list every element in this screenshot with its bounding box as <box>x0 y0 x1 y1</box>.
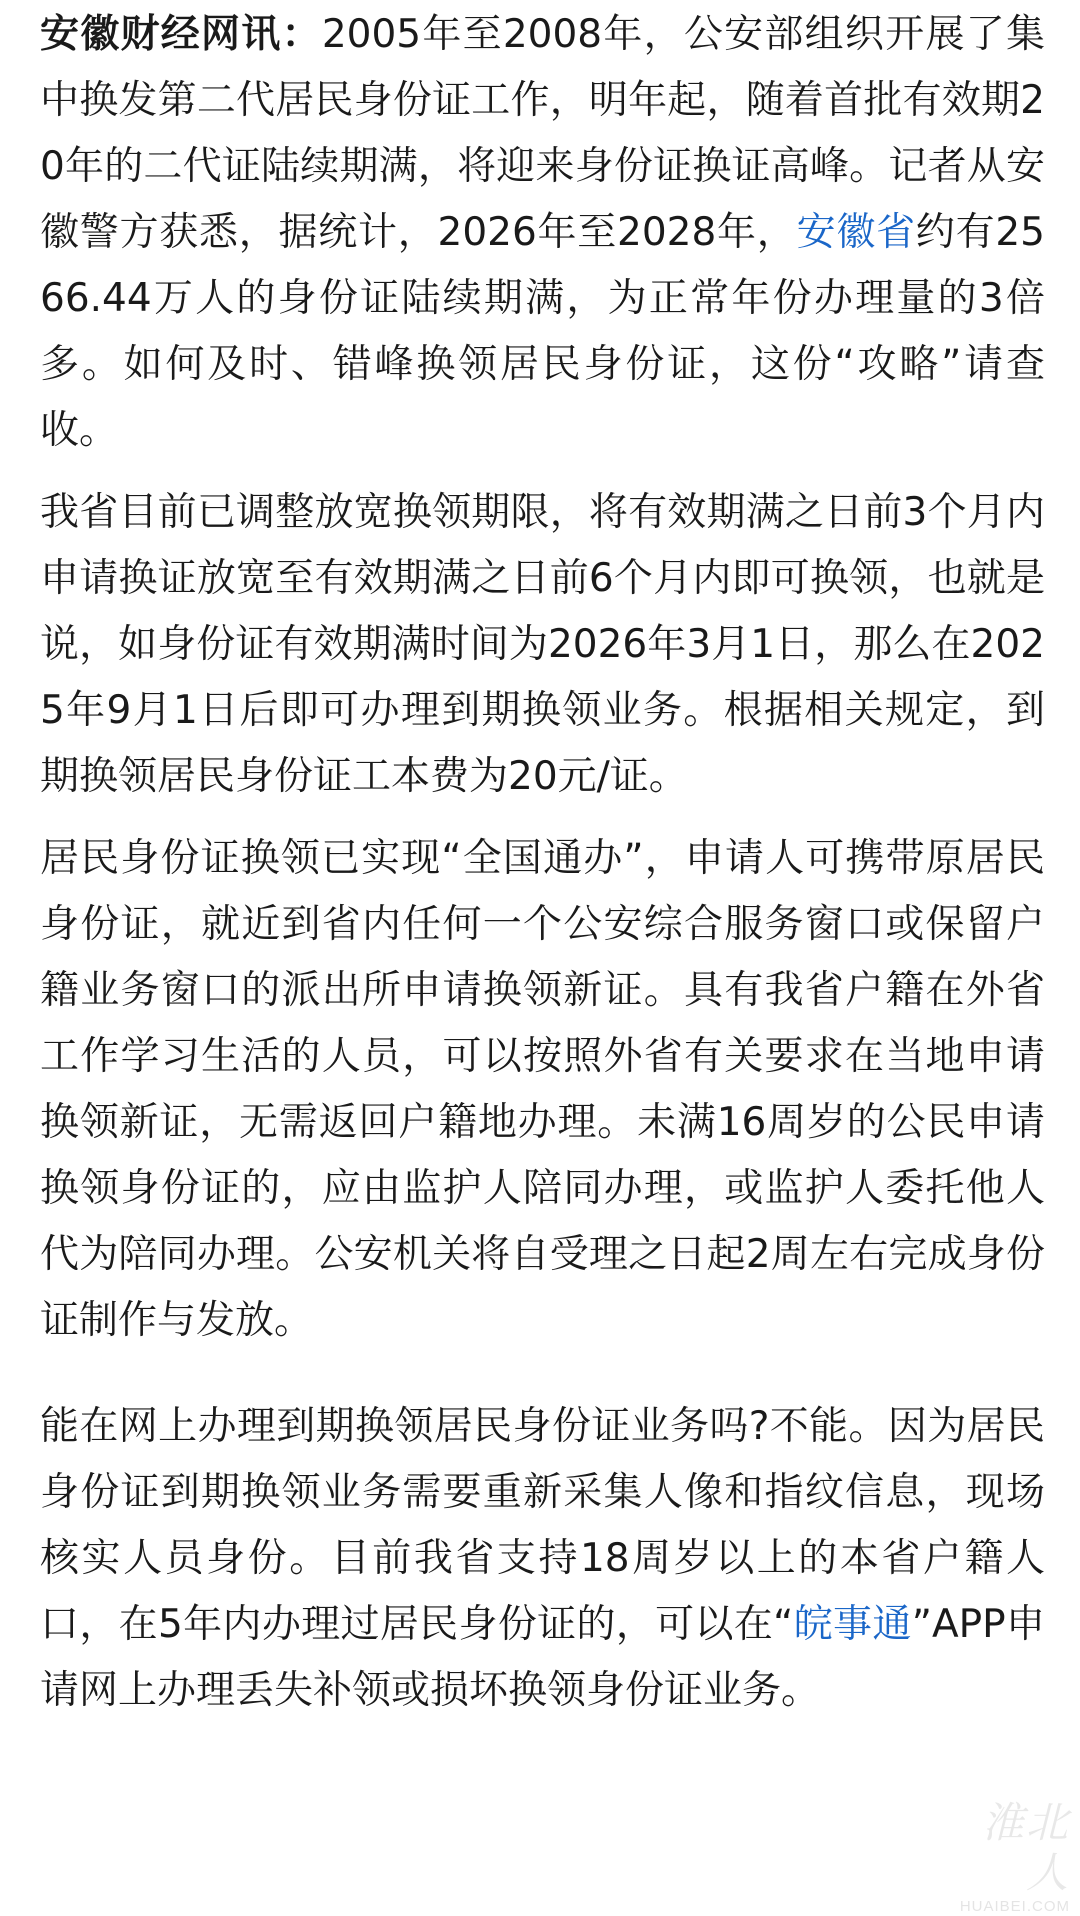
paragraph-1-text-b: 约有2566.44万人的身份证陆续期满，为正常年份办理量的3倍多。如何及时、错峰换领居民身份证，这份“攻略”请查收。 <box>40 210 1045 453</box>
paragraph-3: 居民身份证换领已实现“全国通办”，申请人可携带原居民身份证，就近到省内任何一个公安综合服务窗口或保留户籍业务窗口的派出所申请换领新证。具有我省户籍在外省工作学习生活的人员，可以按照外省有关要求在当地申请换领新证，无需返回户籍地办理。未满16周岁的公民申请换领身份证的，应由监护人陪同办理，或监护人委托他人代为陪同办理。公安机关将自受理之日起2周左右完成身份证制作与发放。 <box>40 836 1045 1343</box>
paragraph-1 <box>40 2 1045 464</box>
paragraph-2: 我省目前已调整放宽换领期限，将有效期满之日前3个月内申请换证放宽至有效期满之日前6个月内即可换领，也就是说，如身份证有效期满时间为2026年3月1日，那么在2025年9月1日后即可办理到期换领业务。根据相关规定，到期换领居民身份证工本费为20元/证。 <box>40 490 1045 799</box>
link-wanshitong[interactable]: 皖事通 <box>793 1602 912 1647</box>
article-body <box>40 2 1045 1724</box>
paragraph-1-text-a: 2005年至2008年，公安部组织开展了集中换发第二代居民身份证工作，明年起，随着首批有效期20年的二代证陆续期满，将迎来身份证换证高峰。记者从安徽警方获悉，据统计，2026年至2028年， <box>40 12 1045 255</box>
link-anhui-province[interactable]: 安徽省 <box>796 210 916 255</box>
watermark-logo: 淮北人 <box>981 1798 1070 1897</box>
news-source-label: 安徽财经网讯： <box>40 12 322 57</box>
watermark-url: HUAIBEI.COM <box>959 1898 1070 1915</box>
paragraph-4-text-b: ”APP申请网上办理丢失补领或损坏换领身份证业务。 <box>40 1602 1045 1713</box>
site-watermark <box>950 1798 1070 1915</box>
paragraph-4-text-a: 能在网上办理到期换领居民身份证业务吗?不能。因为居民身份证到期换领业务需要重新采集人像和指纹信息，现场核实人员身份。目前我省支持18周岁以上的本省户籍人口，在5年内办理过居民身份证的，可以在“ <box>40 1404 1045 1647</box>
paragraph-4 <box>40 1394 1045 1724</box>
